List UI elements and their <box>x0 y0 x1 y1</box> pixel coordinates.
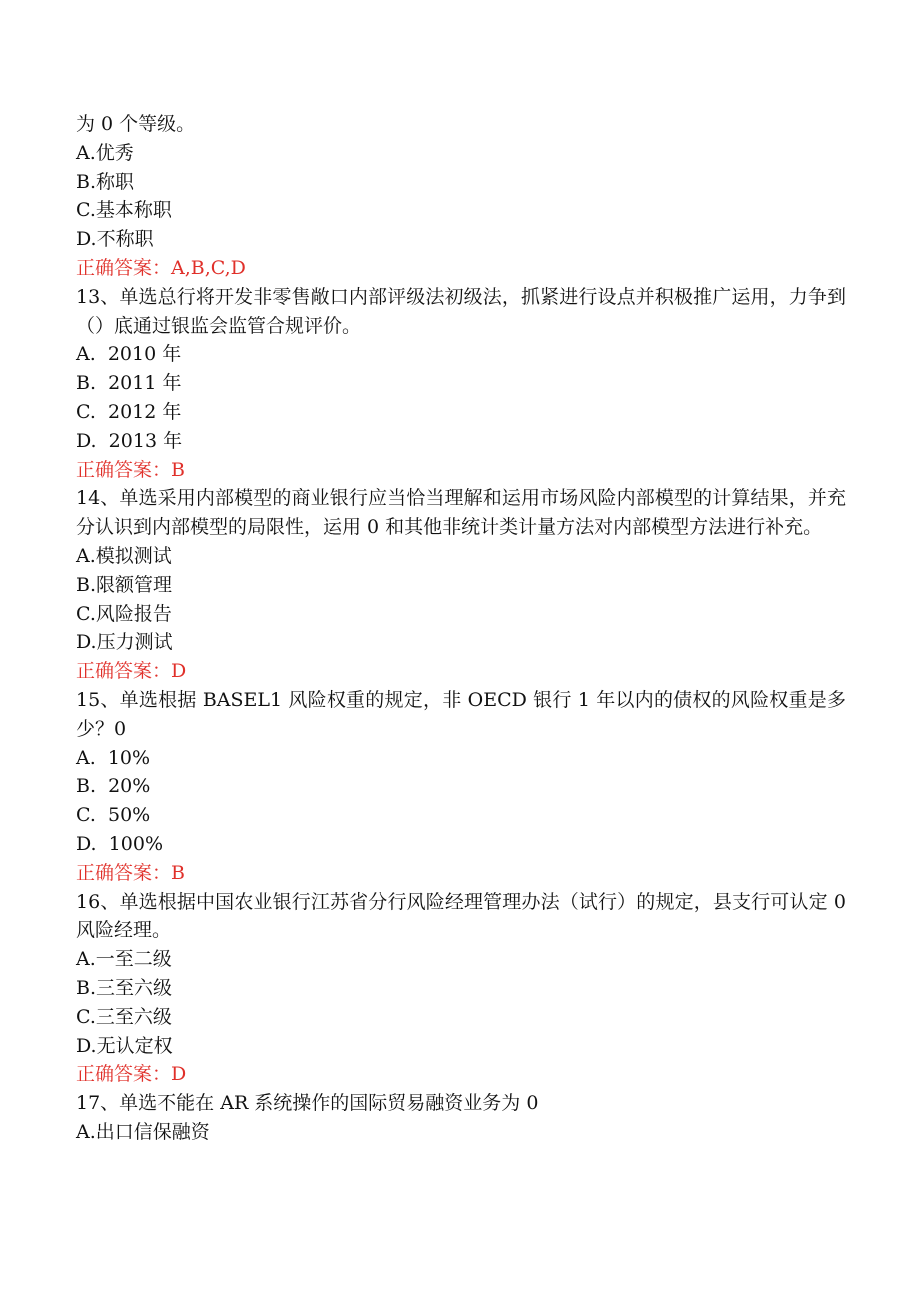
option-b: B. 20% <box>76 775 151 798</box>
correct-answer <box>76 456 846 485</box>
answer-value: D <box>171 1063 187 1086</box>
option-b: B.称职 <box>76 170 135 193</box>
option-d: D. 100% <box>76 832 163 855</box>
option-c: C.风险报告 <box>76 602 172 625</box>
question-text: 13、单选总行将开发非零售敞口内部评级法初级法，抓紧进行设点并积极推广运用，力争到（）底通过银监会监管合规评价。 <box>76 285 846 337</box>
question-16 <box>76 888 853 1090</box>
option-c: C. 50% <box>76 804 151 827</box>
option-d: D. 2013 年 <box>76 429 183 452</box>
answer-value: A,B,C,D <box>171 256 246 279</box>
option-c: C. 2012 年 <box>76 400 182 423</box>
option-a: A.模拟测试 <box>76 544 172 567</box>
answer-label: 正确答案： <box>76 256 172 279</box>
question-text: 17、单选不能在 AR 系统操作的国际贸易融资业务为 0 <box>76 1092 539 1115</box>
question-continuation <box>76 110 846 283</box>
option-b: B. 2011 年 <box>76 372 182 395</box>
option-a: A. 2010 年 <box>76 343 182 366</box>
option-a: A.出口信保融资 <box>76 1120 210 1143</box>
answer-label: 正确答案： <box>76 1063 172 1086</box>
answer-label: 正确答案： <box>76 861 172 884</box>
option-a: A. 10% <box>76 746 151 769</box>
option-c: C.三至六级 <box>76 1005 172 1028</box>
answer-value: B <box>171 861 185 884</box>
question-13 <box>76 283 846 485</box>
option-a: A.一至二级 <box>76 948 172 971</box>
correct-answer <box>76 859 846 888</box>
question-14 <box>76 484 846 686</box>
option-d: D.无认定权 <box>76 1034 173 1057</box>
correct-answer <box>76 657 846 686</box>
question-text: 为 0 个等级。 <box>76 113 196 135</box>
document-page <box>76 110 853 1147</box>
answer-label: 正确答案： <box>76 458 172 481</box>
question-15 <box>76 686 846 888</box>
correct-answer <box>76 254 846 283</box>
answer-value: B <box>171 458 185 481</box>
option-d: D.不称职 <box>76 228 154 251</box>
option-b: B.限额管理 <box>76 573 173 596</box>
option-a: A.优秀 <box>76 141 134 164</box>
question-text: 14、单选采用内部模型的商业银行应当恰当理解和运用市场风险内部模型的计算结果，并充分认识到内部模型的局限性，运用 0 和其他非统计类计量方法对内部模型方法进行补充。 <box>76 487 846 539</box>
answer-value: D <box>171 660 187 683</box>
correct-answer <box>76 1060 846 1089</box>
option-b: B.三至六级 <box>76 976 173 999</box>
answer-label: 正确答案： <box>76 660 172 683</box>
option-c: C.基本称职 <box>76 199 172 222</box>
option-d: D.压力测试 <box>76 631 173 654</box>
question-text: 16、单选根据中国农业银行江苏省分行风险经理管理办法（试行）的规定，县支行可认定 0 风险经理。 <box>76 890 853 942</box>
question-text: 15、单选根据 BASEL1 风险权重的规定，非 OECD 银行 1 年以内的债权的风险权重是多少？0 <box>76 688 846 740</box>
question-17 <box>76 1089 846 1147</box>
